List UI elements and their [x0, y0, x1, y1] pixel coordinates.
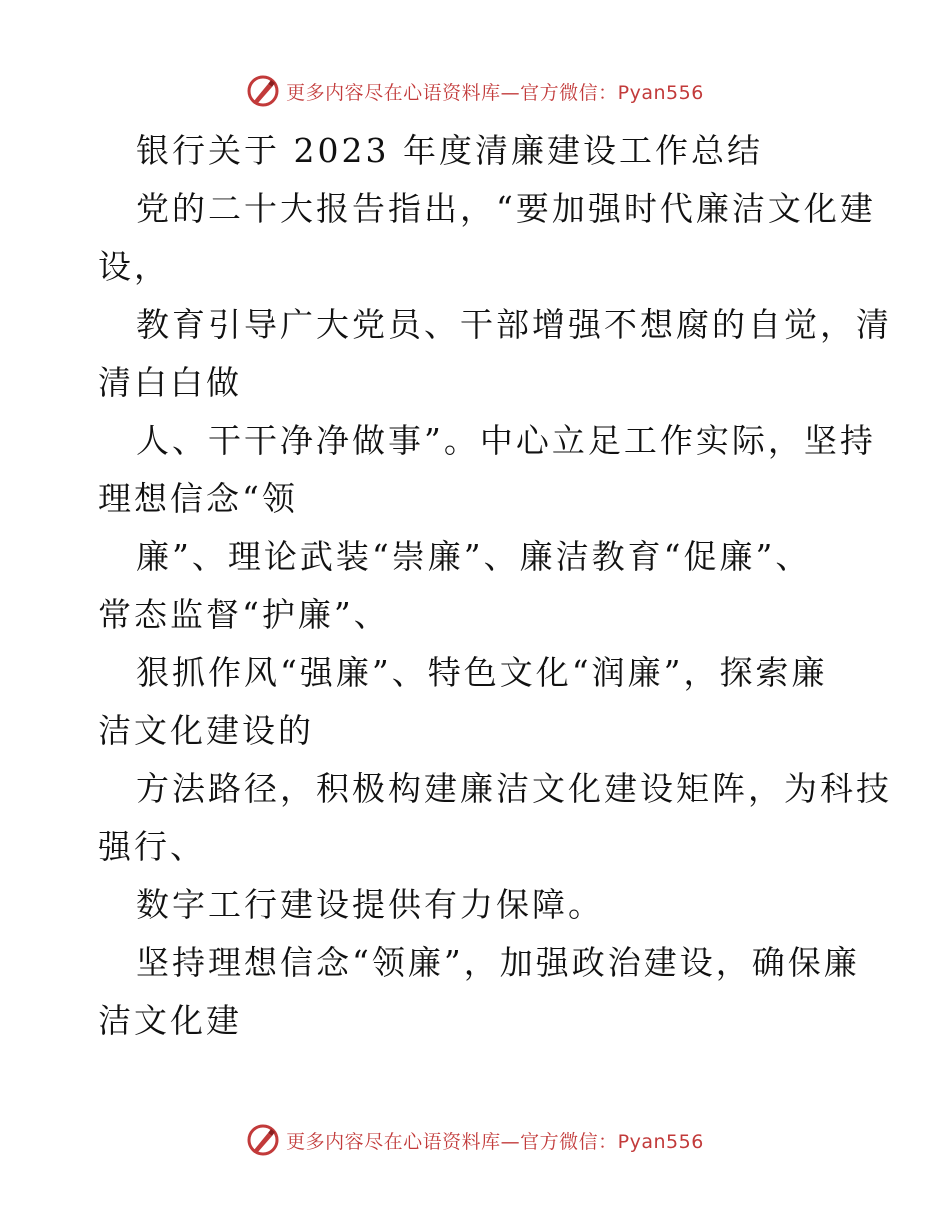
paragraph-line: 方法路径，积极构建廉洁文化建设矩阵，为科技 [136, 769, 892, 808]
paragraph-line: 教育引导广大党员、干部增强不想腐的自觉，清 [136, 305, 892, 344]
header-banner [0, 71, 950, 111]
pen-logo-icon [246, 74, 280, 108]
paragraph-line: 坚持理想信念“领廉”，加强政治建设，确保廉 [136, 943, 860, 982]
pen-logo-icon [246, 1123, 280, 1157]
paragraph-line: 人、干干净净做事”。中心立足工作实际，坚持 [136, 421, 876, 460]
paragraph-line: 洁文化建 [98, 1001, 242, 1040]
paragraph-line: 设， [98, 247, 170, 286]
document-title: 银行关于 2023 年度清廉建设工作总结 [136, 131, 763, 170]
paragraph-line: 常态监督“护廉”、 [98, 595, 390, 634]
paragraph-line: 党的二十大报告指出，“要加强时代廉洁文化建 [136, 189, 876, 228]
paragraph-line: 数字工行建设提供有力保障。 [136, 885, 604, 924]
banner-text: 更多内容尽在心语资料库—官方微信： [286, 1130, 618, 1153]
paragraph-line: 强行、 [98, 827, 206, 866]
footer-banner [0, 1120, 950, 1160]
paragraph-line: 狠抓作风“强廉”、特色文化“润廉”，探索廉 [136, 653, 828, 692]
paragraph-line: 清白白做 [98, 363, 242, 402]
wechat-id: Pyan556 [617, 1130, 704, 1153]
wechat-id: Pyan556 [617, 81, 704, 104]
paragraph-line: 洁文化建设的 [98, 711, 314, 750]
paragraph-line: 理想信念“领 [98, 479, 298, 518]
banner-text: 更多内容尽在心语资料库—官方微信： [286, 81, 618, 104]
paragraph-line: 廉”、理论武装“崇廉”、廉洁教育“促廉”、 [136, 537, 812, 576]
